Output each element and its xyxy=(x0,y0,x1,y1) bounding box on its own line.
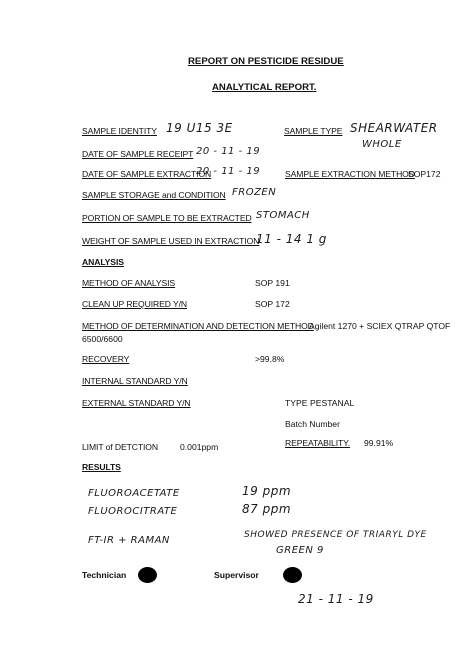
date-extraction-label: DATE OF SAMPLE EXTRACTION xyxy=(82,169,212,179)
extraction-method-value: SOP172 xyxy=(408,169,441,179)
sample-type-label: SAMPLE TYPE xyxy=(284,126,343,136)
report-title: REPORT ON PESTICIDE RESIDUE xyxy=(188,56,344,67)
sample-identity-label: SAMPLE IDENTITY xyxy=(82,126,157,136)
sample-type-value: SHEARWATER xyxy=(350,121,438,135)
date-receipt-label: DATE OF SAMPLE RECEIPT xyxy=(82,149,194,159)
type-value: PESTANAL xyxy=(310,398,355,408)
determination-value: Agilent 1270 + SCIEX QTRAP QTOF xyxy=(309,321,451,331)
extraction-method-label: SAMPLE EXTRACTION METHOD xyxy=(285,169,415,179)
result-3-value: SHOWED PRESENCE OF TRIARYL DYE xyxy=(244,530,427,540)
repeatability-value: 99.91% xyxy=(364,438,394,448)
result-2-name: FLUOROCITRATE xyxy=(88,506,178,517)
portion-value: STOMACH xyxy=(256,210,310,221)
analysis-heading: ANALYSIS xyxy=(82,257,124,267)
result-3-value-2: GREEN 9 xyxy=(276,545,324,556)
portion-label: PORTION OF SAMPLE TO BE EXTRACTED xyxy=(82,213,252,223)
repeatability-label: REPEATABILITY. xyxy=(285,438,350,448)
report-subtitle: ANALYTICAL REPORT. xyxy=(212,82,317,93)
cleanup-value: SOP 172 xyxy=(255,299,290,309)
external-standard-label: EXTERNAL STANDARD Y/N xyxy=(82,398,191,408)
weight-value: 11 - 14 1 g xyxy=(256,232,327,246)
supervisor-label: Supervisor xyxy=(214,570,259,580)
method-value: SOP 191 xyxy=(255,278,290,288)
recovery-label: RECOVERY xyxy=(82,354,130,364)
date-extraction-value: 20 - 11 - 19 xyxy=(196,166,261,177)
result-3-name: FT-IR + RAMAN xyxy=(88,535,170,546)
weight-label: WEIGHT OF SAMPLE USED IN EXTRACTION xyxy=(82,236,260,246)
method-label: METHOD OF ANALYSIS xyxy=(82,278,176,288)
sample-type-value-2: WHOLE xyxy=(362,139,402,150)
internal-standard-label: INTERNAL STANDARD Y/N xyxy=(82,376,188,386)
date-receipt-value: 20 - 11 - 19 xyxy=(196,146,261,157)
supervisor-signature xyxy=(283,567,302,583)
result-1-value: 19 ppm xyxy=(242,484,292,498)
results-heading: RESULTS xyxy=(82,462,121,472)
technician-signature xyxy=(138,567,157,583)
sample-identity-value: 19 U15 3E xyxy=(166,121,233,135)
result-2-value: 87 ppm xyxy=(242,502,292,516)
determination-value-2: 6500/6600 xyxy=(82,334,123,344)
recovery-value: >99.8% xyxy=(255,354,285,364)
storage-label: SAMPLE STORAGE and CONDITION xyxy=(82,190,226,200)
technician-label: Technician xyxy=(82,570,127,580)
determination-label: METHOD OF DETERMINATION AND DETECTION METHOD xyxy=(82,321,314,331)
storage-value: FROZEN xyxy=(232,187,277,198)
cleanup-label: CLEAN UP REQUIRED Y/N xyxy=(82,299,188,309)
batch-label: Batch Number xyxy=(285,419,340,429)
result-1-name: FLUOROACETATE xyxy=(88,488,180,499)
signoff-date: 21 - 11 - 19 xyxy=(298,592,374,606)
type-label: TYPE xyxy=(285,398,308,408)
lod-value: 0.001ppm xyxy=(180,442,219,452)
lod-label: LIMIT of DETCTION xyxy=(82,442,158,452)
